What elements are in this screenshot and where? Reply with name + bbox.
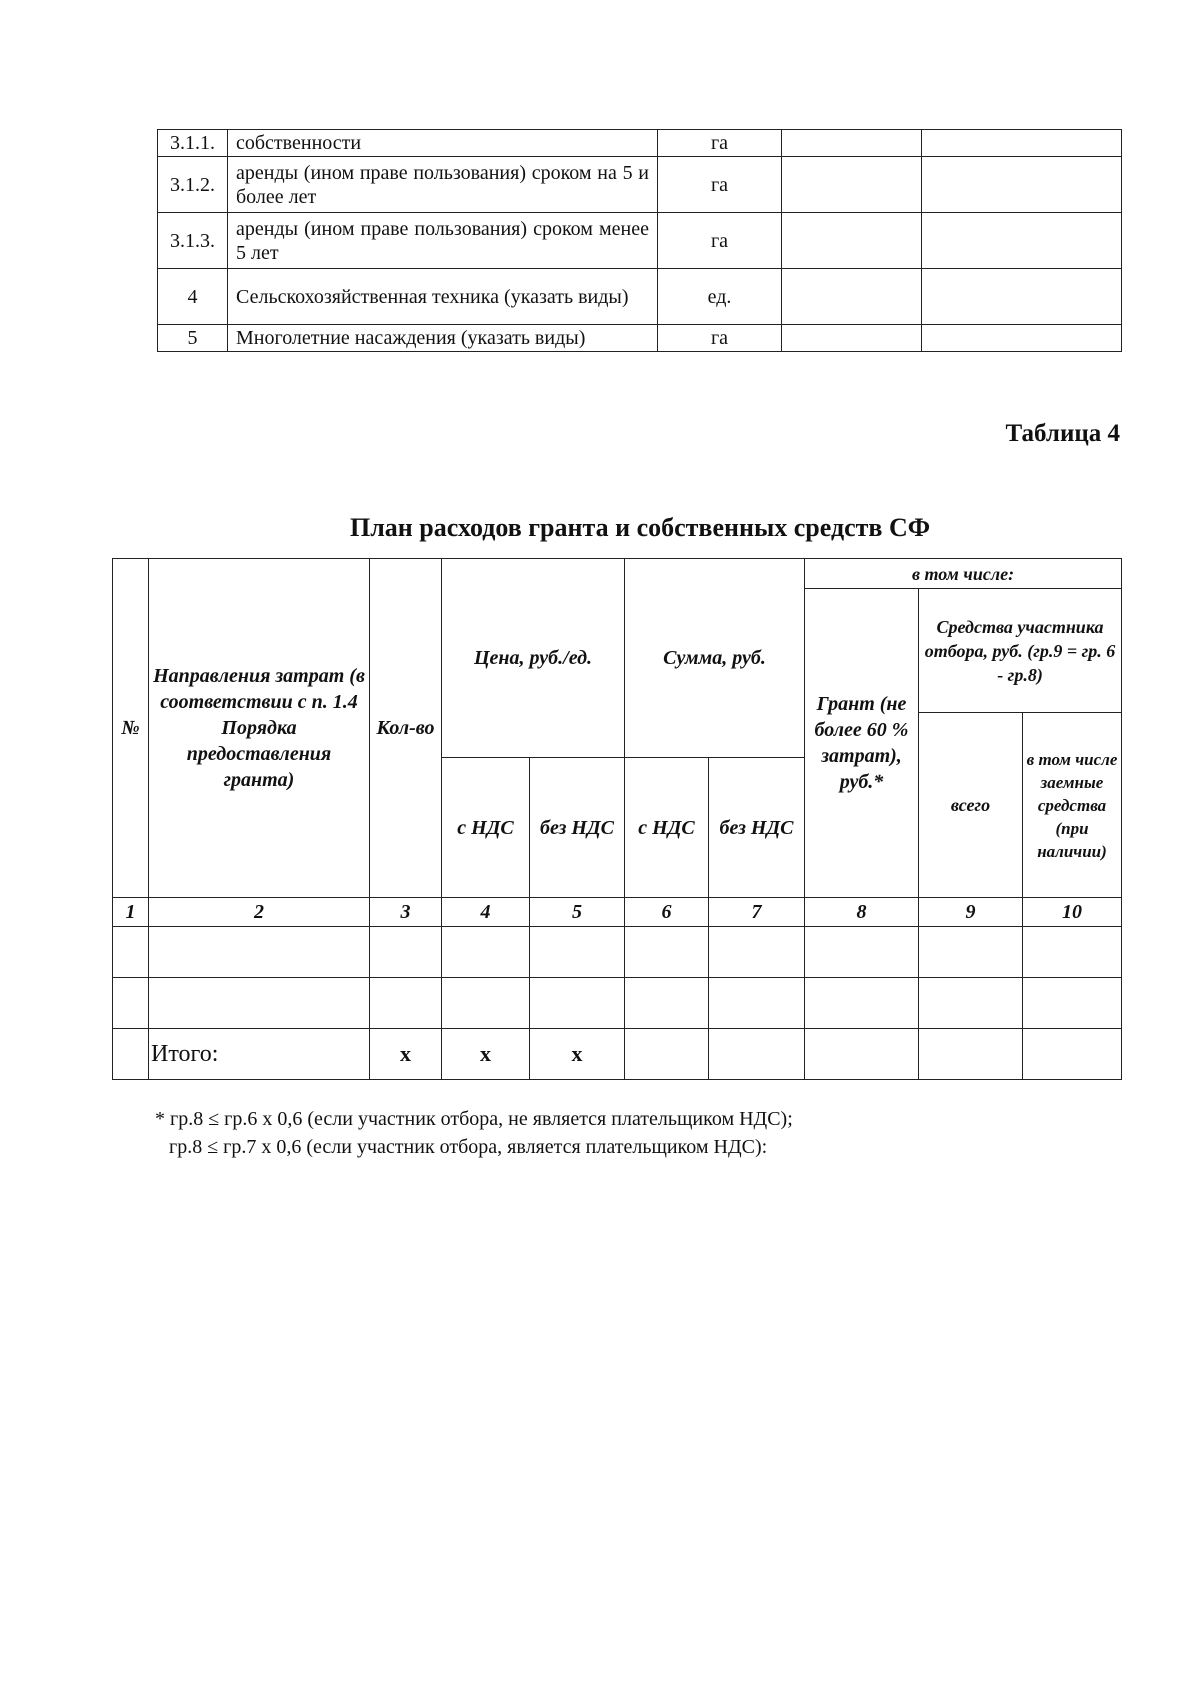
header-sum-with-vat: с НДС [625, 758, 709, 898]
header-including: в том числе: [805, 559, 1122, 589]
header-num: № [113, 559, 149, 898]
empty-cell [922, 130, 1122, 157]
table-row [158, 325, 1122, 352]
row-number: 3.1.1. [158, 130, 228, 157]
header-loans: в том числе заемные средства (при наличии) [1023, 713, 1122, 898]
empty-cell [919, 1029, 1023, 1080]
table-row [113, 927, 1122, 978]
column-number: 9 [919, 898, 1023, 927]
row-number: 3.1.2. [158, 157, 228, 213]
land-resources-table [157, 129, 1122, 352]
x-mark: x [442, 1029, 530, 1080]
empty-cell [113, 927, 149, 978]
empty-cell [782, 269, 922, 325]
column-number: 10 [1023, 898, 1122, 927]
empty-cell [805, 1029, 919, 1080]
table-row [158, 157, 1122, 213]
table-label: Таблица 4 [1005, 420, 1120, 447]
header-grant: Грант (не более 60 % затрат), руб.* [805, 589, 919, 898]
empty-cell [922, 325, 1122, 352]
header-direction: Направления затрат (в соответствии с п. 1.4 Порядка предоставления гранта) [149, 559, 370, 898]
row-number: 4 [158, 269, 228, 325]
empty-cell [1023, 927, 1122, 978]
empty-cell [782, 325, 922, 352]
empty-cell [370, 978, 442, 1029]
empty-cell [919, 927, 1023, 978]
row-unit: га [658, 325, 782, 352]
empty-cell [149, 978, 370, 1029]
header-price-without-vat: без НДС [530, 758, 625, 898]
empty-cell [530, 927, 625, 978]
empty-cell [782, 130, 922, 157]
row-number: 3.1.3. [158, 213, 228, 269]
row-unit: га [658, 213, 782, 269]
column-number: 1 [113, 898, 149, 927]
empty-cell [149, 927, 370, 978]
empty-cell [113, 978, 149, 1029]
x-mark: x [370, 1029, 442, 1080]
column-number: 5 [530, 898, 625, 927]
empty-cell [922, 269, 1122, 325]
row-unit: га [658, 130, 782, 157]
empty-cell [625, 978, 709, 1029]
empty-cell [370, 927, 442, 978]
empty-cell [709, 978, 805, 1029]
empty-cell [805, 978, 919, 1029]
header-own-funds: Средства участника отбора, руб. (гр.9 = гр. 6 - гр.8) [919, 589, 1122, 713]
empty-cell [625, 1029, 709, 1080]
header-price: Цена, руб./ед. [442, 559, 625, 758]
empty-cell [782, 157, 922, 213]
header-total: всего [919, 713, 1023, 898]
empty-cell [922, 213, 1122, 269]
column-number: 6 [625, 898, 709, 927]
column-number: 2 [149, 898, 370, 927]
row-description: Сельскохозяйственная техника (указать виды) [228, 269, 658, 325]
empty-cell [922, 157, 1122, 213]
row-unit: ед. [658, 269, 782, 325]
empty-cell [530, 978, 625, 1029]
table-row [158, 213, 1122, 269]
empty-cell [625, 927, 709, 978]
header-price-with-vat: с НДС [442, 758, 530, 898]
header-sum-without-vat: без НДС [709, 758, 805, 898]
footnote [155, 1105, 793, 1161]
footnote-line: гр.8 ≤ гр.7 х 0,6 (если участник отбора, является плательщиком НДС): [169, 1136, 768, 1158]
row-description: аренды (ином праве пользования) сроком на 5 и более лет [228, 157, 658, 213]
table-row [158, 130, 1122, 157]
footnote-line: * гр.8 ≤ гр.6 х 0,6 (если участник отбора, не является плательщиком НДС); [155, 1108, 793, 1130]
table-row [113, 978, 1122, 1029]
row-number: 5 [158, 325, 228, 352]
column-number: 3 [370, 898, 442, 927]
empty-cell [709, 927, 805, 978]
empty-cell [919, 978, 1023, 1029]
row-description: собственности [228, 130, 658, 157]
table-row [158, 269, 1122, 325]
total-row [113, 1029, 1122, 1080]
table-title: План расходов гранта и собственных средств СФ [350, 513, 931, 542]
empty-cell [709, 1029, 805, 1080]
column-number-row [113, 898, 1122, 927]
column-number: 7 [709, 898, 805, 927]
row-description: Многолетние насаждения (указать виды) [228, 325, 658, 352]
header-qty: Кол-во [370, 559, 442, 898]
header-sum: Сумма, руб. [625, 559, 805, 758]
empty-cell [442, 978, 530, 1029]
column-number: 8 [805, 898, 919, 927]
total-label: Итого: [149, 1029, 370, 1080]
empty-cell [1023, 978, 1122, 1029]
empty-cell [805, 927, 919, 978]
header-row [113, 559, 1122, 589]
empty-cell [1023, 1029, 1122, 1080]
empty-cell [442, 927, 530, 978]
x-mark: x [530, 1029, 625, 1080]
empty-cell [113, 1029, 149, 1080]
row-unit: га [658, 157, 782, 213]
column-number: 4 [442, 898, 530, 927]
row-description: аренды (ином праве пользования) сроком менее 5 лет [228, 213, 658, 269]
expense-plan-table [112, 558, 1122, 1080]
empty-cell [782, 213, 922, 269]
